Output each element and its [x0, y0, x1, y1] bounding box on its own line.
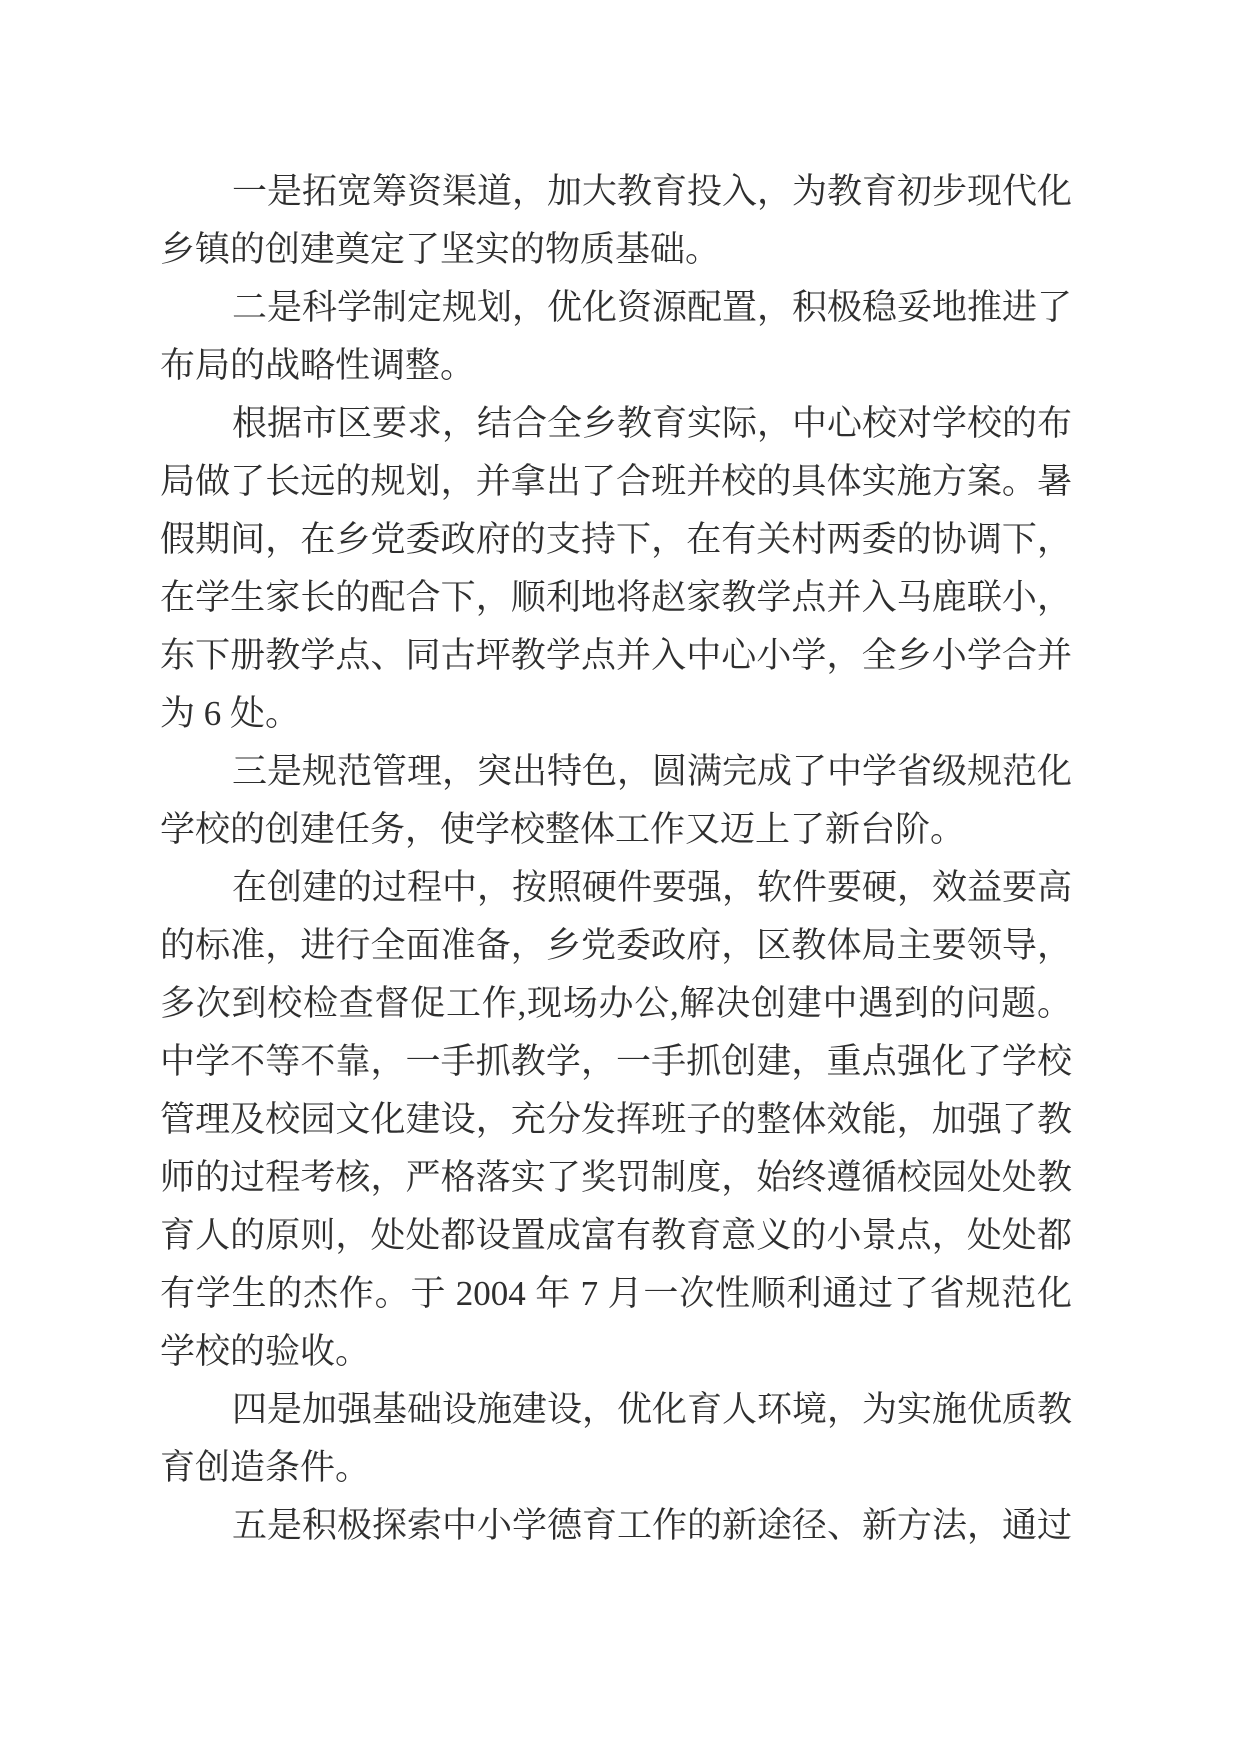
paragraph: 二是科学制定规划，优化资源配置，积极稳妥地推进了布局的战略性调整。 — [160, 288, 1073, 385]
document-body — [160, 163, 1072, 1555]
paragraph: 在创建的过程中，按照硬件要强，软件要硬，效益要高的标准，进行全面准备，乡党委政府，区教体局主要领导，多次到校检查督促工作,现场办公,解决创建中遇到的问题。中学不等不靠，一手抓教学，一手抓创建，重点强化了学校管理及校园文化建设，充分发挥班子的整体效能，加强了教师的过程考核，严格落实了奖罚制度，始终遵循校园处处教育人的原则，处处都设置成富有教育意义的小景点，处处都有学生的杰作。于 2004 年 7 月一次性顺利通过了省规范化学校的验收。 — [160, 868, 1073, 1371]
paragraph: 四是加强基础设施建设，优化育人环境，为实施优质教育创造条件。 — [160, 1390, 1073, 1487]
paragraph: 根据市区要求，结合全乡教育实际，中心校对学校的布局做了长远的规划，并拿出了合班并校的具体实施方案。暑假期间，在乡党委政府的支持下，在有关村两委的协调下，在学生家长的配合下，顺利地将赵家教学点并入马鹿联小，东下册教学点、同古坪教学点并入中心小学，全乡小学合并为 6 处。 — [160, 404, 1073, 733]
paragraph: 三是规范管理，突出特色，圆满完成了中学省级规范化学校的创建任务，使学校整体工作又迈上了新台阶。 — [160, 752, 1073, 849]
paragraph: 一是拓宽筹资渠道，加大教育投入，为教育初步现代化乡镇的创建奠定了坚实的物质基础。 — [160, 172, 1073, 269]
paragraph: 五是积极探索中小学德育工作的新途径、新方法，通过 — [232, 1506, 1073, 1545]
